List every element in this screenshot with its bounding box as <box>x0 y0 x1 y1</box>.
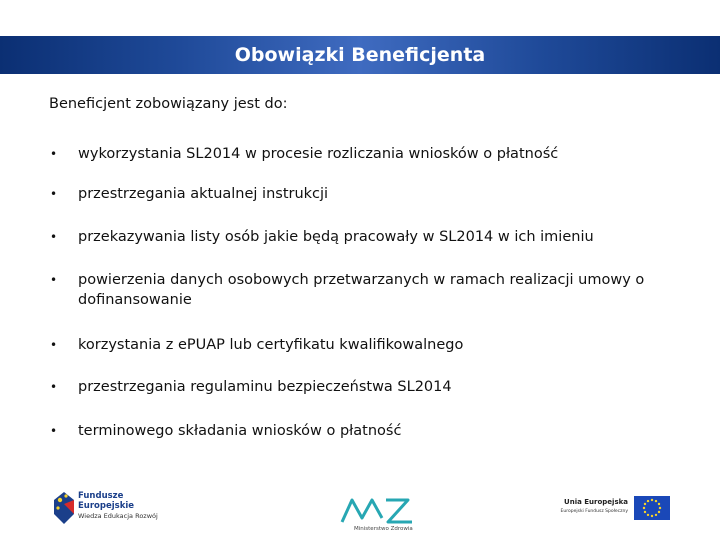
bullet-icon: • <box>50 230 58 244</box>
list-item-text: przestrzegania aktualnej instrukcji <box>78 186 329 202</box>
fe-line1: Fundusze <box>78 491 124 501</box>
list-item-text: terminowego składania wniosków o płatność <box>78 423 402 439</box>
eu-stars-icon <box>634 496 670 520</box>
eu-line1: Unia Europejska <box>564 498 628 506</box>
list-item-text: przestrzegania regulaminu bezpieczeństwa SL2014 <box>78 379 452 395</box>
bullet-icon: • <box>50 338 58 352</box>
fundusze-europejskie-logo <box>52 490 182 530</box>
bullet-icon: • <box>50 147 58 161</box>
bullet-icon: • <box>50 273 58 287</box>
list-item-text: wykorzystania SL2014 w procesie rozliczania wniosków o płatność <box>78 146 559 162</box>
eu-sub: Europejski Fundusz Społeczny <box>560 509 628 514</box>
fe-line2: Europejskie <box>78 501 135 511</box>
bullet-icon: • <box>50 187 58 201</box>
eu-flag-icon <box>634 496 670 520</box>
unia-europejska-logo <box>550 494 675 524</box>
mz-mark-icon <box>338 492 418 526</box>
slide-title: Obowiązki Beneficjenta <box>234 44 486 66</box>
mz-sub: Ministerstwo Zdrowia <box>354 526 413 532</box>
list-item-text: powierzenia danych osobowych przetwarzanych w ramach realizacji umowy o dofinansowanie <box>78 272 645 308</box>
fe-sub: Wiedza Edukacja Rozwój <box>78 512 158 520</box>
ministerstwo-zdrowia-logo <box>338 492 418 534</box>
footer-logos <box>0 480 720 540</box>
title-bar <box>0 36 720 74</box>
bullet-icon: • <box>50 380 58 394</box>
list-item-text: przekazywania listy osób jakie będą pracowały w SL2014 w ich imieniu <box>78 229 594 245</box>
intro-text: Beneficjent zobowiązany jest do: <box>49 96 288 112</box>
bullet-icon: • <box>50 424 58 438</box>
fe-stars-icon <box>52 490 76 528</box>
list-item-text: korzystania z ePUAP lub certyfikatu kwalifikowalnego <box>78 337 464 353</box>
